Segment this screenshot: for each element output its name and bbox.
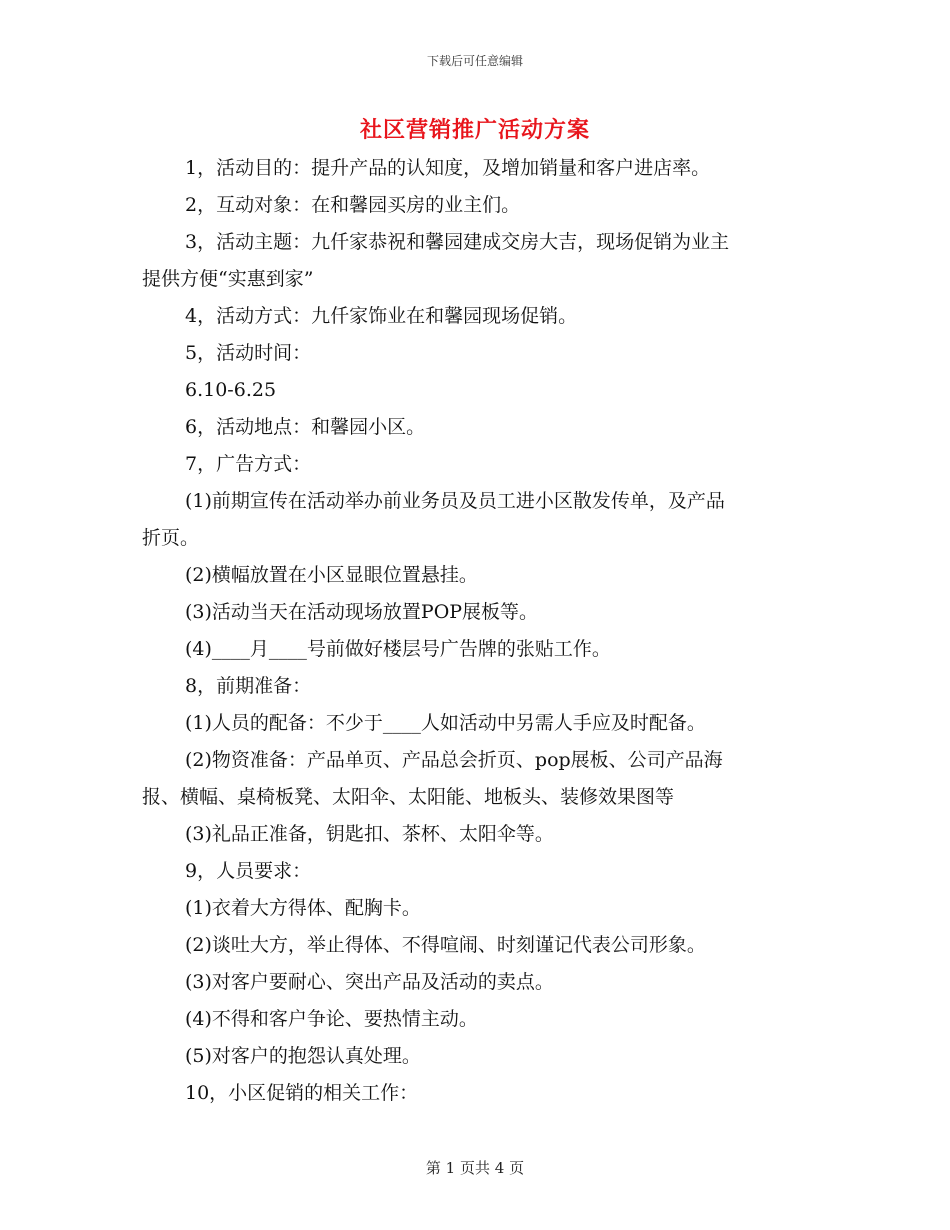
paragraph-line: 3，活动主题：九仟家恭祝和馨园建成交房大吉，现场促销为业主: [185, 231, 730, 253]
paragraph-line: (3)对客户要耐心、突出产品及活动的卖点。: [185, 971, 554, 993]
paragraph-line: 报、横幅、桌椅板凳、太阳伞、太阳能、地板头、装修效果图等: [142, 786, 675, 808]
paragraph-line: (4)____月____号前做好楼层号广告牌的张贴工作。: [185, 638, 611, 660]
document-title: 社区营销推广活动方案: [359, 117, 590, 143]
paragraph-line: (3)礼品正准备，钥匙扣、茶杯、太阳伞等。: [185, 823, 554, 845]
paragraph-line: (1)衣着大方得体、配胸卡。: [185, 897, 421, 919]
document-body: [142, 150, 810, 1112]
paragraph-line: 6，活动地点：和馨园小区。: [185, 416, 426, 438]
paragraph-line: (2)谈吐大方，举止得体、不得喧闹、时刻谨记代表公司形象。: [185, 934, 706, 956]
paragraph-line: (3)活动当天在活动现场放置POP展板等。: [185, 601, 539, 623]
paragraph-line: (2)横幅放置在小区显眼位置悬挂。: [185, 564, 478, 586]
paragraph-line: 1，活动目的：提升产品的认知度，及增加销量和客户进店率。: [185, 157, 711, 179]
paragraph-line: 折页。: [142, 527, 200, 549]
paragraph-line: 2，互动对象：在和馨园买房的业主们。: [185, 194, 521, 216]
paragraph-line: 7，广告方式：: [185, 453, 312, 475]
paragraph-line: (1)人员的配备：不少于____人如活动中另需人手应及时配备。: [185, 712, 706, 734]
paragraph-line: (5)对客户的抱怨认真处理。: [185, 1045, 421, 1067]
paragraph-line: 提供方便“实惠到家”: [142, 268, 314, 290]
page-footer: 第 1 页共 4 页: [425, 1159, 525, 1177]
paragraph-line: (2)物资准备：产品单页、产品总会折页、pop展板、公司产品海: [185, 749, 723, 771]
paragraph-line: 10，小区促销的相关工作：: [185, 1082, 419, 1104]
paragraph-line: (4)不得和客户争论、要热情主动。: [185, 1008, 478, 1030]
paragraph-line: 6.10-6.25: [185, 379, 277, 401]
paragraph-line: 9，人员要求：: [185, 860, 312, 882]
paragraph-line: 4，活动方式：九仟家饰业在和馨园现场促销。: [185, 305, 578, 327]
paragraph-line: 5，活动时间：: [185, 342, 312, 364]
page-header: 下载后可任意编辑: [426, 54, 523, 68]
paragraph-line: 8，前期准备：: [185, 675, 312, 697]
paragraph-line: (1)前期宣传在活动举办前业务员及员工进小区散发传单，及产品: [185, 490, 725, 512]
